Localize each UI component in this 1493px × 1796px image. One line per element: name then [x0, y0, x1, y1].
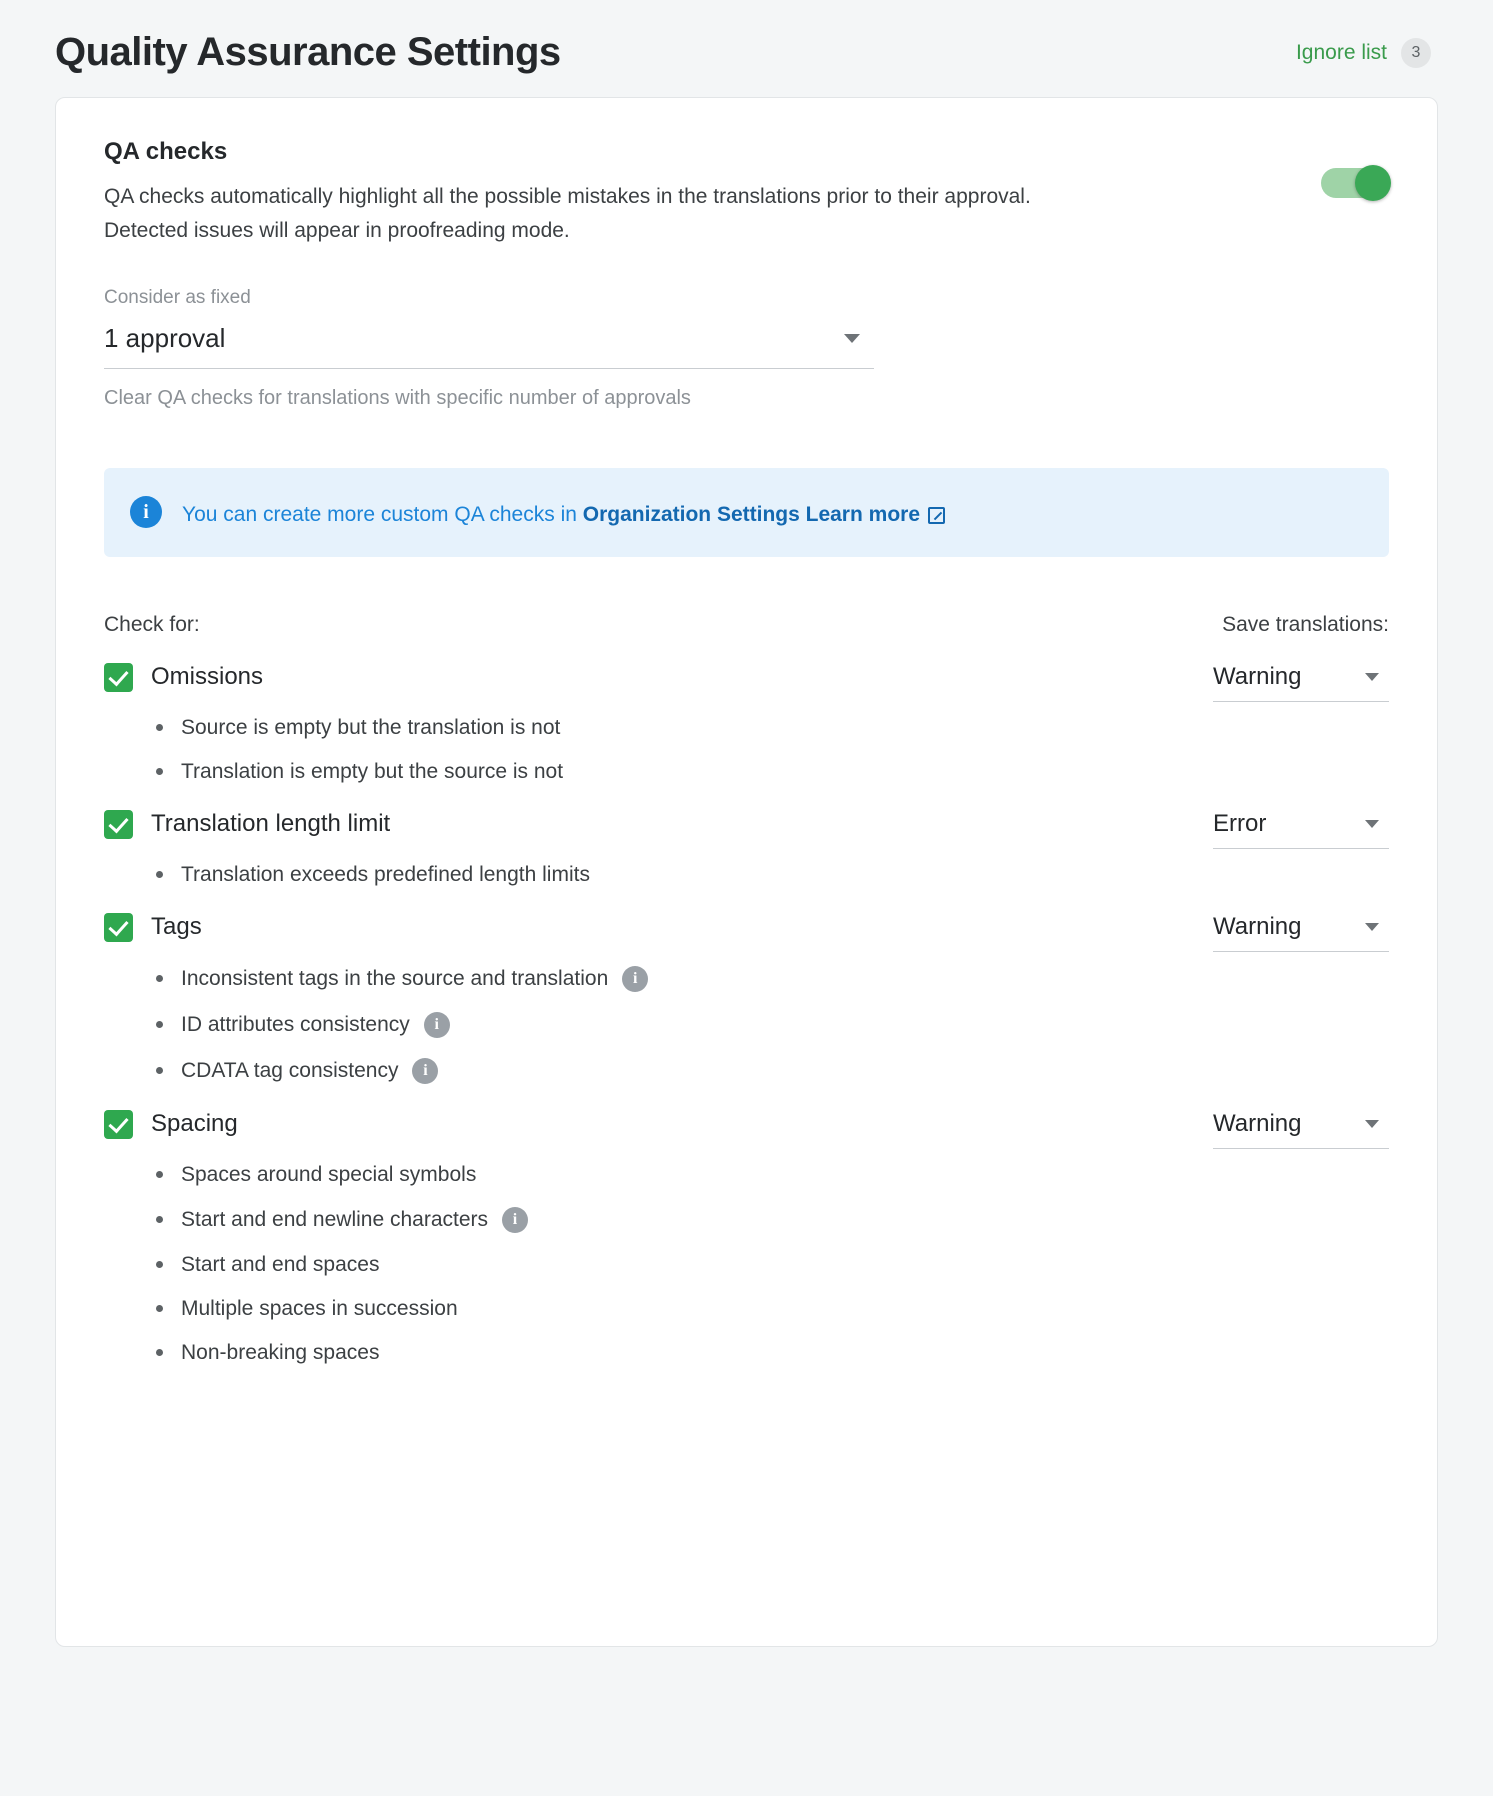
consider-as-fixed-help: Clear QA checks for translations with specific number of approvals: [104, 387, 691, 410]
page-header: [55, 0, 1438, 97]
checkbox-tags[interactable]: [104, 913, 133, 942]
check-items-spacing: [104, 1163, 1389, 1365]
severity-value-tags: Warning: [1213, 912, 1302, 940]
check-name-spacing: Spacing: [151, 1110, 238, 1138]
check-name-translation-length-limit: Translation length limit: [151, 810, 391, 838]
checkbox-spacing[interactable]: [104, 1110, 133, 1139]
ignore-list-link[interactable]: Ignore list: [1295, 40, 1387, 64]
info-icon[interactable]: i: [622, 966, 648, 992]
check-item-label: Translation is empty but the source is not: [181, 759, 564, 783]
check-item-label: Multiple spaces in succession: [181, 1296, 458, 1320]
check-item-label: Start and end newline characters: [181, 1207, 489, 1231]
learn-more-link[interactable]: [806, 500, 945, 530]
list-item: [156, 760, 1389, 784]
list-item: [156, 1163, 1389, 1187]
ignore-list-count-badge: 3: [1401, 38, 1431, 68]
organization-settings-link[interactable]: Organization Settings: [582, 503, 800, 527]
bullet-icon: [156, 1171, 163, 1178]
checks-column-headers: [104, 613, 1389, 637]
bullet-icon: [156, 768, 163, 775]
bullet-icon: [156, 724, 163, 731]
check-group-spacing: [104, 1110, 1389, 1365]
list-item: [156, 1012, 1389, 1038]
qa-checks-card: [55, 97, 1438, 1647]
qa-checks-toggle[interactable]: [1321, 168, 1389, 198]
severity-select-tags[interactable]: [1213, 913, 1389, 952]
check-items-tags: [104, 966, 1389, 1084]
bullet-icon: [156, 1349, 163, 1356]
check-item-label: Start and end spaces: [181, 1252, 380, 1276]
severity-select-omissions[interactable]: [1213, 663, 1389, 702]
toggle-knob: [1355, 165, 1391, 201]
qa-checks-description: QA checks automatically highlight all the possible mistakes in the translations prior to their approval. Detected issues will appear in proofreading mode.: [104, 185, 1031, 242]
list-item: [156, 863, 1389, 887]
severity-select-translation-length-limit[interactable]: [1213, 810, 1389, 849]
chevron-down-icon: [844, 334, 860, 343]
header-actions: [1296, 38, 1438, 68]
external-link-icon: [928, 507, 945, 524]
check-items-translation-length-limit: [104, 863, 1389, 887]
list-item: [156, 966, 1389, 992]
info-icon[interactable]: i: [412, 1058, 438, 1084]
checkbox-omissions[interactable]: [104, 663, 133, 692]
check-name-omissions: Omissions: [151, 663, 264, 691]
bullet-icon: [156, 1261, 163, 1268]
check-group-omissions: [104, 663, 1389, 784]
severity-value-omissions: Warning: [1213, 662, 1302, 690]
severity-value-spacing: Warning: [1213, 1109, 1302, 1137]
info-icon[interactable]: i: [424, 1012, 450, 1038]
chevron-down-icon: [1365, 673, 1379, 681]
bullet-icon: [156, 1067, 163, 1074]
bullet-icon: [156, 975, 163, 982]
check-item-label: Inconsistent tags in the source and translation: [181, 966, 609, 990]
learn-more-label: Learn more: [805, 503, 920, 527]
consider-as-fixed-field: [104, 287, 874, 410]
check-group-translation-length-limit: [104, 810, 1389, 887]
info-icon[interactable]: i: [502, 1207, 528, 1233]
bullet-icon: [156, 1305, 163, 1312]
qa-checks-header: [104, 138, 1389, 247]
custom-qa-info-banner: [104, 468, 1389, 556]
list-item: [156, 1341, 1389, 1365]
check-for-label: Check for:: [104, 612, 200, 636]
check-item-label: Translation exceeds predefined length limits: [181, 862, 590, 886]
chevron-down-icon: [1365, 820, 1379, 828]
check-name-tags: Tags: [151, 913, 202, 941]
check-item-label: Spaces around special symbols: [181, 1162, 477, 1186]
severity-value-translation-length-limit: Error: [1213, 809, 1267, 837]
check-group-tags: [104, 913, 1389, 1084]
check-item-label: ID attributes consistency: [181, 1012, 410, 1036]
check-item-label: Source is empty but the translation is not: [181, 715, 561, 739]
consider-as-fixed-select[interactable]: [104, 323, 874, 369]
info-banner-text: [182, 494, 945, 530]
checkbox-translation-length-limit[interactable]: [104, 810, 133, 839]
info-banner-text-before: You can create more custom QA checks in: [182, 503, 583, 527]
check-item-label: CDATA tag consistency: [181, 1058, 399, 1082]
save-translations-label: Save translations:: [1222, 612, 1389, 636]
list-item: [156, 1058, 1389, 1084]
page-title: Quality Assurance Settings: [55, 30, 561, 74]
info-icon: i: [130, 496, 162, 528]
bullet-icon: [156, 1216, 163, 1223]
list-item: [156, 1297, 1389, 1321]
chevron-down-icon: [1365, 1120, 1379, 1128]
severity-select-spacing[interactable]: [1213, 1110, 1389, 1149]
qa-checks-title: QA checks: [104, 138, 228, 165]
list-item: [156, 716, 1389, 740]
consider-as-fixed-label: Consider as fixed: [104, 287, 251, 309]
bullet-icon: [156, 1021, 163, 1028]
check-items-omissions: [104, 716, 1389, 784]
list-item: [156, 1253, 1389, 1277]
consider-as-fixed-value: 1 approval: [104, 323, 226, 354]
list-item: [156, 1207, 1389, 1233]
chevron-down-icon: [1365, 923, 1379, 931]
check-item-label: Non-breaking spaces: [181, 1340, 380, 1364]
bullet-icon: [156, 871, 163, 878]
